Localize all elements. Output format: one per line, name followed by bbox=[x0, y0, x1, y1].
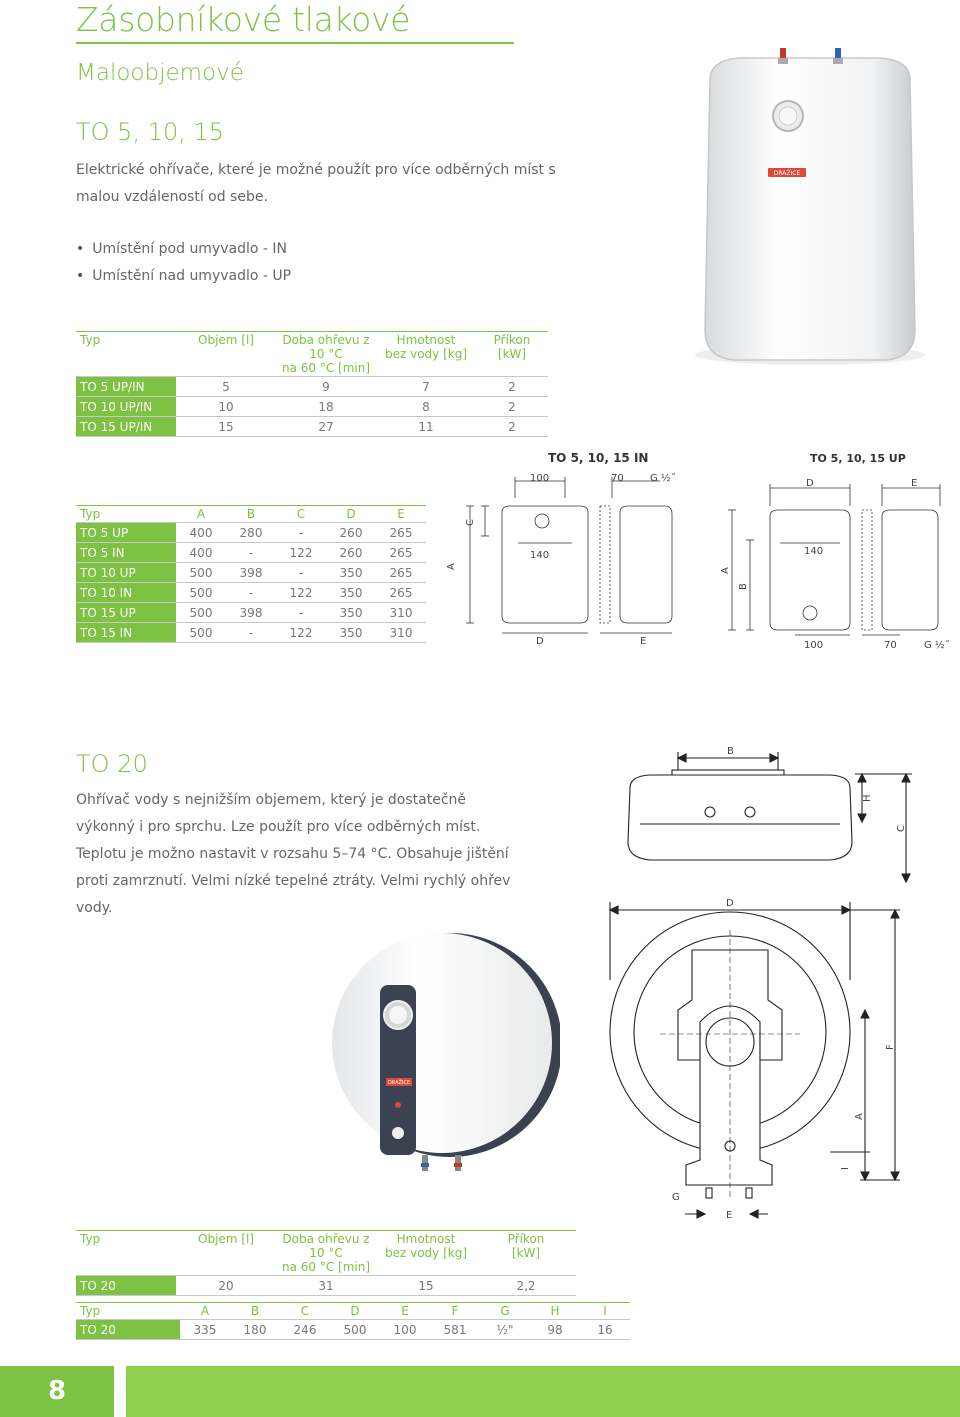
title-underline bbox=[76, 42, 514, 44]
dim-label: 140 bbox=[530, 550, 550, 561]
dim-label: 70 bbox=[611, 473, 624, 484]
dim-label: 100 bbox=[530, 473, 550, 484]
table-row: TO 20 335 180 246 500 100 581 ½" 98 16 bbox=[76, 1320, 630, 1340]
dim-label: C bbox=[465, 519, 476, 526]
drawing-in-title: TO 5, 10, 15 IN bbox=[548, 451, 649, 465]
table-row: TO 5 IN 400 - 122 260 265 bbox=[76, 543, 426, 563]
section2-heading: TO 20 bbox=[76, 750, 148, 778]
page-number: 8 bbox=[0, 1366, 114, 1417]
dim-label: 100 bbox=[804, 640, 824, 651]
dim-label: 140 bbox=[804, 546, 824, 557]
brand-logo-text: DRAŽICE bbox=[773, 170, 801, 177]
dim-label: D bbox=[806, 478, 814, 489]
dim-label: B bbox=[727, 746, 734, 757]
bullet-item: • Umístění nad umyvadlo - UP bbox=[76, 263, 291, 290]
dim-label: A bbox=[446, 563, 457, 570]
col-header: Typ bbox=[76, 332, 176, 377]
footer-bar bbox=[126, 1366, 960, 1417]
dim-label: A bbox=[854, 1113, 865, 1120]
table-row: TO 10 UP/IN 10 18 8 2 bbox=[76, 397, 548, 417]
water-heater-small-image bbox=[690, 40, 930, 370]
dim-label: C bbox=[896, 825, 907, 832]
dim-label: G bbox=[672, 1192, 680, 1203]
col-header: Objem [l] bbox=[198, 333, 254, 347]
section2-dimensions-table: Typ A B C D E F G H I TO 20 335 180 246 500 100 581 ½" 98 16 bbox=[76, 1302, 630, 1340]
bullet-item: • Umístění pod umyvadlo - IN bbox=[76, 236, 291, 263]
dim-label: G ½˝ bbox=[924, 640, 950, 651]
section1-technical-drawings bbox=[430, 448, 955, 658]
table-row: TO 5 UP/IN 5 9 7 2 bbox=[76, 377, 548, 397]
table-row: TO 10 UP 500 398 - 350 265 bbox=[76, 563, 426, 583]
page-title: Zásobníkové tlakové bbox=[76, 0, 411, 39]
section2-specs-table: Typ Objem [l] Doba ohřevu z 10 °C na 60 °C [min] Hmotnost bez vody [kg] Příkon [kW] TO 20 20 31 15 2,2 bbox=[76, 1230, 576, 1296]
dim-label: E bbox=[640, 636, 647, 647]
section2-technical-drawings bbox=[600, 740, 940, 1230]
dim-label: F bbox=[885, 1044, 896, 1050]
dim-label: H bbox=[862, 794, 873, 802]
section1-description: Elektrické ohřívače, které je možné použít pro více odběrných míst s malou vzdáleností od sebe. bbox=[76, 162, 556, 205]
section2-description: Ohřívač vody s nejnižším objemem, který je dostatečně výkonný i pro sprchu. Lze použít pro více odběrných míst. Teplotu je možno nastavit v rozsahu 5–74 °C. Obsahuje jištění proti zamrznutí. Velmi nízké tepelné ztráty. Velmi rychlý ohřev vody. bbox=[76, 792, 511, 916]
col-header: Hmotnost bez vody [kg] bbox=[384, 333, 468, 361]
section1-dimensions-table: Typ A B C D E TO 5 UP 400 280 - 260 265 TO 5 IN 400 - 122 260 265 TO 10 UP 500 398 - 350 265 TO 10 IN 500 - 122 350 265 TO 15 UP 500 398 - 350 310 TO 15 IN 500 - 122 350 310 bbox=[76, 505, 426, 643]
col-header: Doba ohřevu z 10 °C na 60 °C [min] bbox=[281, 333, 371, 375]
dim-label: I bbox=[840, 1167, 851, 1170]
section1-bullets bbox=[76, 236, 291, 290]
brand-logo-text: DRAŽICE bbox=[387, 1080, 411, 1086]
section1-specs-table bbox=[76, 331, 548, 437]
page-subtitle: Maloobjemové bbox=[76, 60, 244, 86]
dim-label: B bbox=[738, 583, 749, 590]
dim-label: D bbox=[726, 898, 734, 909]
dim-label: E bbox=[726, 1210, 733, 1221]
table-row: TO 15 UP/IN 15 27 11 2 bbox=[76, 417, 548, 437]
col-header: Příkon [kW] bbox=[493, 333, 531, 361]
table-row: TO 5 UP 400 280 - 260 265 bbox=[76, 523, 426, 543]
dim-label: E bbox=[911, 478, 918, 489]
table-row: TO 15 UP 500 398 - 350 310 bbox=[76, 603, 426, 623]
dim-label: G ½˝ bbox=[650, 473, 676, 484]
dim-label: D bbox=[536, 636, 544, 647]
water-heater-round-image bbox=[330, 905, 560, 1185]
table-row: TO 15 IN 500 - 122 350 310 bbox=[76, 623, 426, 643]
drawing-up-title: TO 5, 10, 15 UP bbox=[810, 452, 906, 465]
section1-heading: TO 5, 10, 15 bbox=[76, 118, 225, 146]
table-row: TO 20 20 31 15 2,2 bbox=[76, 1276, 576, 1296]
dim-label: 70 bbox=[884, 640, 897, 651]
table-row: TO 10 IN 500 - 122 350 265 bbox=[76, 583, 426, 603]
dim-label: A bbox=[720, 567, 731, 574]
